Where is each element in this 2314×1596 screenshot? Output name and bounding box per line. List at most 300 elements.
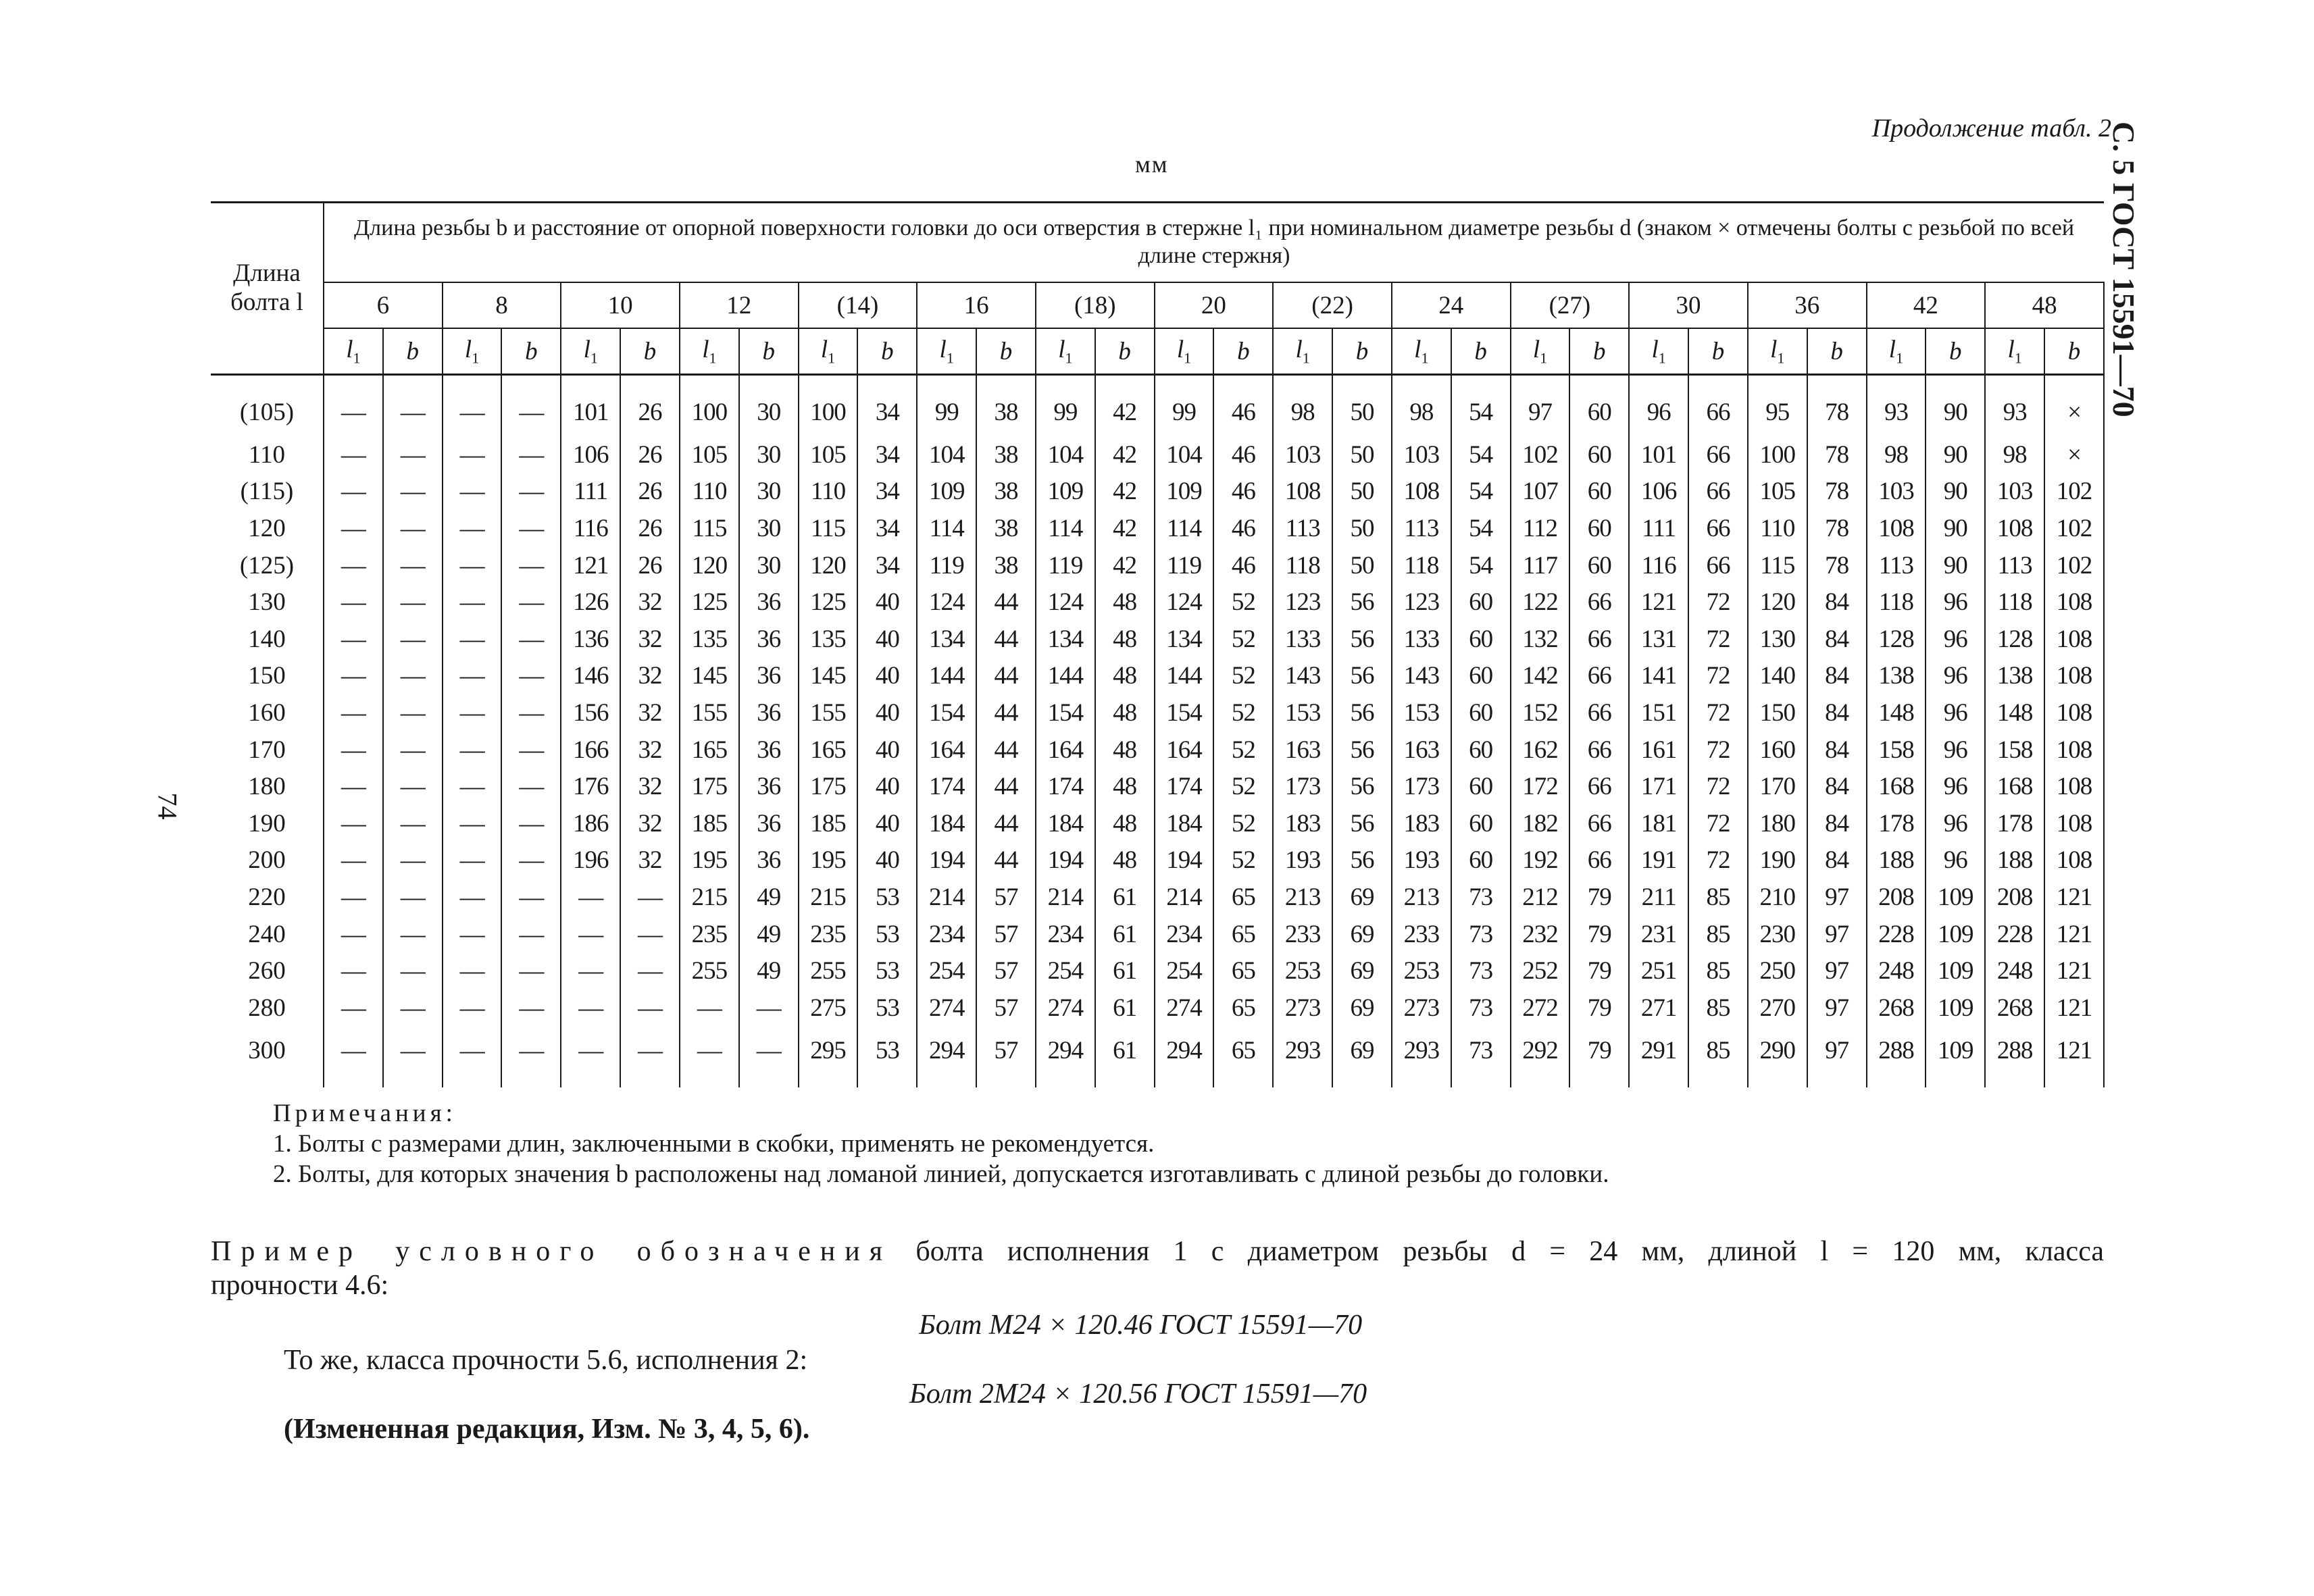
l1-value-cell: 288 [1867,1027,1926,1087]
b-value-cell: 44 [976,621,1036,658]
l1-value-cell: 196 [561,842,620,879]
l1-value-cell: 185 [680,805,739,842]
l1-value-cell: — [443,952,502,989]
l1-value-cell: 185 [799,805,858,842]
l1-index: 1 [828,349,836,367]
diameter-header: (27) [1511,282,1630,328]
b-value-cell: 46 [1213,547,1273,584]
l1-value-cell: 252 [1511,952,1570,989]
bolt-length-cell: 150 [211,658,324,695]
b-value-cell: 66 [1569,768,1629,805]
b-value-cell: — [501,805,561,842]
l1-value-cell: 105 [799,436,858,473]
b-value-cell: 97 [1807,952,1867,989]
b-value-cell: 84 [1807,805,1867,842]
b-value-cell: 97 [1807,1027,1867,1087]
diameter-header: 8 [443,282,561,328]
l1-value-cell: — [443,1027,502,1087]
b-value-cell: 52 [1213,584,1273,621]
l1-value-cell: 100 [1748,436,1807,473]
l1-value-cell: 104 [1036,436,1095,473]
l1-value-cell: 171 [1629,768,1688,805]
b-value-cell: — [501,375,561,437]
table-row [211,805,2104,842]
bolt-length-cell: 120 [211,510,324,547]
l1-value-cell: 175 [680,768,739,805]
b-value-cell: 96 [1926,584,1985,621]
l1-value-cell: 110 [1748,510,1807,547]
l1-value-cell: 190 [1748,842,1807,879]
l1-value-cell: 121 [561,547,620,584]
table-row [211,916,2104,953]
l1-value-cell: 138 [1985,658,2044,695]
l1-value-cell: — [324,584,383,621]
b-value-cell: 54 [1451,436,1511,473]
l1-value-cell: 210 [1748,879,1807,916]
b-subheader: b [1688,328,1748,375]
l1-value-cell: 233 [1392,916,1451,953]
b-value-cell: — [501,584,561,621]
l1-value-cell: 230 [1748,916,1807,953]
b-value-cell: — [501,731,561,769]
l1-value-cell: 195 [799,842,858,879]
l1-value-cell: 153 [1392,694,1451,731]
l1-value-cell: 163 [1392,731,1451,769]
b-value-cell: — [501,989,561,1027]
l1-value-cell: 118 [1392,547,1451,584]
b-value-cell: 69 [1332,879,1392,916]
l1-value-cell: 213 [1392,879,1451,916]
b-value-cell: 42 [1095,473,1155,511]
l1-value-cell: 192 [1511,842,1570,879]
l1-symbol: l [583,335,590,363]
b-value-cell: — [383,621,443,658]
l1-value-cell: 154 [917,694,976,731]
b-value-cell: 44 [976,731,1036,769]
l1-value-cell: 186 [561,805,620,842]
l1-value-cell: — [324,473,383,511]
bolt-length-cell: 130 [211,584,324,621]
b-value-cell: 108 [2044,842,2104,879]
l1-value-cell: — [561,989,620,1027]
l1-value-cell: — [443,842,502,879]
l1-value-cell: 99 [1155,375,1214,437]
b-value-cell: 46 [1213,436,1273,473]
diameter-header: 12 [680,282,799,328]
l1-index: 1 [1184,349,1192,367]
l1-value-cell: 195 [680,842,739,879]
b-value-cell: 44 [976,805,1036,842]
b-value-cell: 108 [2044,731,2104,769]
l1-value-cell: 114 [1036,510,1095,547]
b-value-cell: 85 [1688,879,1748,916]
l1-value-cell: 212 [1511,879,1570,916]
l1-value-cell: 274 [1155,989,1214,1027]
b-value-cell: — [501,658,561,695]
l1-value-cell: 115 [680,510,739,547]
l1-value-cell: 253 [1273,952,1332,989]
l1-value-cell: 165 [799,731,858,769]
b-value-cell: 73 [1451,952,1511,989]
bolt-length-cell: 260 [211,952,324,989]
b-value-cell: — [620,952,680,989]
b-value-cell: 52 [1213,842,1273,879]
l1-symbol: l [1295,335,1303,363]
b-value-cell: — [383,842,443,879]
l1-value-cell: — [680,1027,739,1087]
bolt-length-cell: 160 [211,694,324,731]
l1-value-cell: — [561,879,620,916]
b-value-cell: 49 [739,879,799,916]
b-value-cell: 54 [1451,510,1511,547]
b-value-cell: 46 [1213,473,1273,511]
b-value-cell: 60 [1569,547,1629,584]
l1-value-cell: 103 [1273,436,1332,473]
b-value-cell: 108 [2044,768,2104,805]
l1-value-cell: 120 [1748,584,1807,621]
l1-symbol: l [346,335,353,363]
l1-value-cell: 158 [1867,731,1926,769]
l1-index: 1 [2014,349,2022,367]
b-value-cell: 72 [1688,768,1748,805]
l1-value-cell: 184 [1155,805,1214,842]
b-value-cell: 40 [857,694,917,731]
l1-value-cell: 274 [917,989,976,1027]
l1-value-cell: 103 [1985,473,2044,511]
length-column-header: Длина болта l [211,203,324,375]
b-value-cell: 66 [1569,694,1629,731]
b-value-cell: 32 [620,584,680,621]
l1-value-cell: 214 [917,879,976,916]
l1-value-cell: 120 [680,547,739,584]
l1-value-cell: — [324,658,383,695]
l1-value-cell: 111 [1629,510,1688,547]
b-value-cell: 44 [976,768,1036,805]
b-subheader: b [857,328,917,375]
l1-value-cell: 134 [917,621,976,658]
b-value-cell: 96 [1926,768,1985,805]
b-value-cell: 53 [857,1027,917,1087]
bolt-length-cell: (125) [211,547,324,584]
b-value-cell: — [620,879,680,916]
l1-value-cell: 254 [917,952,976,989]
table-row [211,510,2104,547]
l1-index: 1 [1777,349,1785,367]
b-value-cell: 90 [1926,547,1985,584]
b-value-cell: 56 [1332,731,1392,769]
b-value-cell: — [383,547,443,584]
l1-value-cell: 142 [1511,658,1570,695]
b-value-cell: 96 [1926,805,1985,842]
bolt-length-cell: 190 [211,805,324,842]
b-value-cell: 97 [1807,916,1867,953]
table-row [211,879,2104,916]
l1-value-cell: 155 [799,694,858,731]
l1-value-cell: 268 [1867,989,1926,1027]
b-value-cell: 60 [1569,436,1629,473]
bolt-length-cell: 140 [211,621,324,658]
l1-symbol: l [702,335,709,363]
b-value-cell: 40 [857,731,917,769]
revision-note: (Измененная редакция, Изм. № 3, 4, 5, 6). [284,1414,810,1445]
l1-index: 1 [472,349,480,367]
l1-value-cell: 103 [1867,473,1926,511]
l1-value-cell: — [324,621,383,658]
b-value-cell: 34 [857,436,917,473]
example-line-1-rest: болта исполнения 1 с диаметром резьбы d = 24 мм, длиной l = 120 мм, класса [915,1236,2104,1267]
b-value-cell: — [501,1027,561,1087]
b-value-cell: — [383,989,443,1027]
l1-value-cell: 138 [1867,658,1926,695]
l1-value-cell: 96 [1629,375,1688,437]
l1-subheader [1036,328,1095,375]
b-value-cell: 69 [1332,989,1392,1027]
b-subheader: b [976,328,1036,375]
l1-value-cell: 133 [1273,621,1332,658]
l1-value-cell: 97 [1511,375,1570,437]
b-value-cell: 78 [1807,375,1867,437]
l1-value-cell: 253 [1392,952,1451,989]
b-value-cell: 56 [1332,694,1392,731]
l1-value-cell: 119 [1155,547,1214,584]
b-value-cell: 36 [739,842,799,879]
b-subheader: b [2044,328,2104,375]
diameter-header: 48 [1985,282,2104,328]
l1-value-cell: — [324,375,383,437]
b-value-cell: 56 [1332,584,1392,621]
diameter-header: 24 [1392,282,1511,328]
l1-value-cell: 151 [1629,694,1688,731]
l1-subheader [443,328,502,375]
b-value-cell: 96 [1926,621,1985,658]
header-row-diameters [211,282,2104,328]
l1-value-cell: 122 [1511,584,1570,621]
b-value-cell: 96 [1926,731,1985,769]
b-value-cell: 90 [1926,436,1985,473]
bolt-length-cell: 180 [211,768,324,805]
b-value-cell: — [383,436,443,473]
l1-value-cell: — [443,375,502,437]
b-value-cell: 42 [1095,375,1155,437]
l1-value-cell: 248 [1985,952,2044,989]
b-value-cell: 53 [857,952,917,989]
l1-value-cell: 291 [1629,1027,1688,1087]
l1-value-cell: — [443,510,502,547]
b-value-cell: 57 [976,916,1036,953]
b-value-cell: 46 [1213,375,1273,437]
l1-value-cell: 111 [561,473,620,511]
b-value-cell: — [620,916,680,953]
header-row-subcolumns [211,328,2104,375]
b-value-cell: 96 [1926,658,1985,695]
b-value-cell: 73 [1451,989,1511,1027]
l1-value-cell: — [443,621,502,658]
b-value-cell: — [383,805,443,842]
l1-value-cell: 108 [1985,510,2044,547]
l1-subheader [917,328,976,375]
l1-value-cell: 98 [1392,375,1451,437]
b-value-cell: 69 [1332,1027,1392,1087]
b-value-cell: 40 [857,805,917,842]
l1-value-cell: 170 [1748,768,1807,805]
l1-value-cell: 292 [1511,1027,1570,1087]
l1-value-cell: 294 [1036,1027,1095,1087]
b-value-cell: 79 [1569,1027,1629,1087]
l1-value-cell: 215 [680,879,739,916]
l1-value-cell: 106 [1629,473,1688,511]
l1-value-cell: 184 [1036,805,1095,842]
b-value-cell: 85 [1688,916,1748,953]
l1-symbol: l [1176,335,1184,363]
b-value-cell: 61 [1095,1027,1155,1087]
b-value-cell: 32 [620,621,680,658]
l1-value-cell: 153 [1273,694,1332,731]
b-value-cell: 53 [857,879,917,916]
l1-value-cell: 175 [799,768,858,805]
l1-value-cell: 123 [1273,584,1332,621]
l1-value-cell: 98 [1273,375,1332,437]
l1-subheader [1867,328,1926,375]
l1-value-cell: — [324,768,383,805]
l1-value-cell: 235 [799,916,858,953]
l1-symbol: l [1888,335,1896,363]
l1-value-cell: — [561,1027,620,1087]
b-value-cell: 73 [1451,879,1511,916]
b-value-cell: 109 [1926,879,1985,916]
description-header: Длина резьбы b и расстояние от опорной поверхности головки до оси отверстия в стержне l₁ при номинальном диаметре резьбы d (знаком × отмечены болты с резьбой по всей длине стержня) [324,203,2104,283]
b-value-cell: 72 [1688,731,1748,769]
l1-value-cell: 194 [1036,842,1095,879]
diameter-header: 36 [1748,282,1867,328]
b-value-cell: 73 [1451,916,1511,953]
bolt-length-cell: 110 [211,436,324,473]
l1-value-cell: 255 [680,952,739,989]
table [211,201,2105,1087]
l1-value-cell: 150 [1748,694,1807,731]
diameter-header: 42 [1867,282,1986,328]
l1-value-cell: 293 [1392,1027,1451,1087]
l1-value-cell: 254 [1155,952,1214,989]
l1-value-cell: 141 [1629,658,1688,695]
b-value-cell: — [383,584,443,621]
b-value-cell: 53 [857,916,917,953]
b-value-cell: — [383,658,443,695]
l1-value-cell: 294 [917,1027,976,1087]
l1-value-cell: 274 [1036,989,1095,1027]
bolt-length-cell: 280 [211,989,324,1027]
b-value-cell: 121 [2044,879,2104,916]
l1-subheader [1155,328,1214,375]
diameter-header: 6 [324,282,443,328]
l1-value-cell: 161 [1629,731,1688,769]
b-value-cell: 72 [1688,584,1748,621]
b-value-cell: — [620,1027,680,1087]
b-value-cell: 109 [1926,916,1985,953]
l1-value-cell: — [443,916,502,953]
l1-value-cell: 116 [561,510,620,547]
l1-value-cell: 215 [799,879,858,916]
l1-value-cell: 117 [1511,547,1570,584]
l1-value-cell: 180 [1748,805,1807,842]
l1-value-cell: 164 [1036,731,1095,769]
b-value-cell: × [2044,375,2104,437]
l1-value-cell: 208 [1985,879,2044,916]
l1-value-cell: 101 [561,375,620,437]
example-line-1 [211,1235,2104,1268]
l1-value-cell: — [324,436,383,473]
l1-value-cell: 176 [561,768,620,805]
l1-value-cell: 104 [1155,436,1214,473]
bolt-length-cell: 240 [211,916,324,953]
b-value-cell: 102 [2044,547,2104,584]
b-value-cell: 26 [620,473,680,511]
b-value-cell: 48 [1095,694,1155,731]
b-value-cell: 40 [857,621,917,658]
b-value-cell: 48 [1095,658,1155,695]
table-body [211,375,2104,1087]
diameter-header: 20 [1155,282,1274,328]
b-value-cell: — [383,952,443,989]
l1-symbol: l [464,335,472,363]
diameter-header: 16 [917,282,1036,328]
b-value-cell: 34 [857,473,917,511]
l1-value-cell: 178 [1867,805,1926,842]
b-value-cell: 56 [1332,658,1392,695]
l1-value-cell: 174 [917,768,976,805]
notes [273,1098,1609,1189]
b-value-cell: 30 [739,375,799,437]
l1-value-cell: 275 [799,989,858,1027]
l1-value-cell: 233 [1273,916,1332,953]
l1-value-cell: 160 [1748,731,1807,769]
l1-value-cell: 290 [1748,1027,1807,1087]
b-value-cell: — [620,989,680,1027]
b-value-cell: 48 [1095,621,1155,658]
l1-value-cell: 184 [917,805,976,842]
b-value-cell: 30 [739,436,799,473]
b-value-cell: 84 [1807,842,1867,879]
b-value-cell: 40 [857,842,917,879]
b-subheader: b [501,328,561,375]
l1-value-cell: 112 [1511,510,1570,547]
l1-value-cell: 118 [1867,584,1926,621]
b-value-cell: 66 [1688,547,1748,584]
l1-value-cell: 113 [1273,510,1332,547]
l1-index: 1 [946,349,954,367]
l1-value-cell: 165 [680,731,739,769]
b-value-cell: 84 [1807,768,1867,805]
table-row [211,694,2104,731]
b-value-cell: 50 [1332,375,1392,437]
b-value-cell: 108 [2044,805,2104,842]
b-value-cell: 85 [1688,952,1748,989]
l1-value-cell: 271 [1629,989,1688,1027]
l1-value-cell: 178 [1985,805,2044,842]
l1-value-cell: 125 [680,584,739,621]
b-value-cell: 56 [1332,805,1392,842]
l1-value-cell: 93 [1985,375,2044,437]
l1-value-cell: — [443,584,502,621]
b-value-cell: 60 [1451,731,1511,769]
b-value-cell: 36 [739,731,799,769]
b-value-cell: 79 [1569,879,1629,916]
l1-value-cell: — [324,805,383,842]
b-value-cell: — [501,694,561,731]
l1-value-cell: — [443,768,502,805]
b-value-cell: 60 [1451,694,1511,731]
b-value-cell: — [383,694,443,731]
b-value-cell: — [739,1027,799,1087]
